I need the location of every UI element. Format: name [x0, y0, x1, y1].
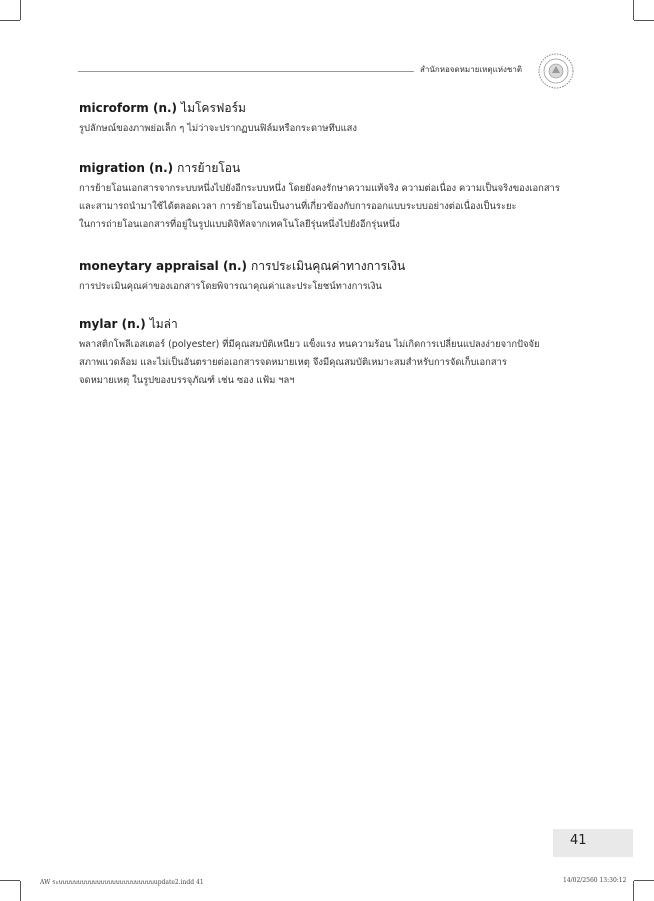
- crop-mark: [634, 20, 654, 21]
- glossary-entry-mylar: [79, 316, 579, 390]
- entry-definition-line: รูปลักษณ์ของภาพย่อเล็ก ๆ ไม่ว่าจะปรากฏบนฟิล์มหรือกระดาษทึบแสง: [79, 123, 357, 134]
- glossary-entry-microform: [79, 100, 579, 138]
- entry-heading: [79, 160, 579, 176]
- glossary-entry-migration: [79, 160, 579, 234]
- header-title: สำนักหอจดหมายเหตุแห่งชาติ: [420, 65, 523, 74]
- entry-definition-line: จดหมายเหตุ ในรูปของบรรจุภัณฑ์ เช่น ซอง แฟ้ม ฯลฯ: [79, 375, 295, 386]
- crop-mark: [20, 0, 21, 20]
- page-number-box: [553, 829, 633, 857]
- entry-thai-term: ไมโครฟอร์ม: [181, 101, 246, 115]
- entry-heading: [79, 316, 579, 332]
- entry-definition-line: สภาพแวดล้อม และไม่เป็นอันตรายต่อเอกสารจดหมายเหตุ จึงมีคุณสมบัติเหมาะสมสำหรับการจัดเก็บเอกสาร: [79, 357, 507, 368]
- entry-definition-line: ในการถ่ายโอนเอกสารที่อยู่ในรูปแบบดิจิทัลจากเทคโนโลยีรุ่นหนึ่งไปยังอีกรุ่นหนึ่ง: [79, 219, 400, 230]
- print-slug-filename: AW ระบบบบบบบบบบบบบบบบบบบบบบบบบupdate2.indd 41: [40, 879, 204, 886]
- entry-thai-term: การประเมินคุณค่าทางการเงิน: [251, 259, 406, 273]
- crop-mark: [633, 0, 634, 20]
- crop-mark: [633, 881, 634, 901]
- entry-definition-line: และสามารถนำมาใช้ได้ตลอดเวลา การย้ายโอนเป็นงานที่เกี่ยวข้องกับการออกแบบระบบอย่างต่อเนื่องเป็นระยะ: [79, 201, 517, 212]
- crop-mark: [0, 880, 20, 881]
- crop-mark: [20, 881, 21, 901]
- entry-definition-line: การย้ายโอนเอกสารจากระบบหนึ่งไปยังอีกระบบหนึ่ง โดยยังคงรักษาความแท้จริง ความต่อเนื่อง ความเป็นจริงของเอกสาร: [79, 183, 560, 194]
- header-rule: [78, 71, 414, 72]
- crop-mark: [634, 880, 654, 881]
- page-number: 41: [570, 833, 587, 848]
- entry-term: migration (n.): [79, 161, 174, 175]
- entry-definition-line: พลาสติกโพลีเอสเตอร์ (polyester) ที่มีคุณสมบัติเหนียว แข็งแรง ทนความร้อน ไม่เกิดการเปลี่ยนแปลงง่ายจากปัจจัย: [79, 339, 540, 350]
- entry-thai-term: ไมล่า: [149, 317, 178, 331]
- entry-heading: [79, 258, 579, 274]
- entry-thai-term: การย้ายโอน: [177, 161, 241, 175]
- glossary-entry-moneytary-appraisal: [79, 258, 579, 296]
- entry-term: mylar (n.): [79, 317, 146, 331]
- seal-logo-icon: [538, 53, 574, 89]
- print-slug-timestamp: 14/02/2560 13:30:12: [563, 877, 627, 884]
- entry-term: moneytary appraisal (n.): [79, 259, 248, 273]
- entry-definition-line: การประเมินคุณค่าของเอกสารโดยพิจารณาคุณค่าและประโยชน์ทางการเงิน: [79, 281, 382, 292]
- crop-mark: [0, 20, 20, 21]
- entry-term: microform (n.): [79, 101, 178, 115]
- entry-heading: [79, 100, 579, 116]
